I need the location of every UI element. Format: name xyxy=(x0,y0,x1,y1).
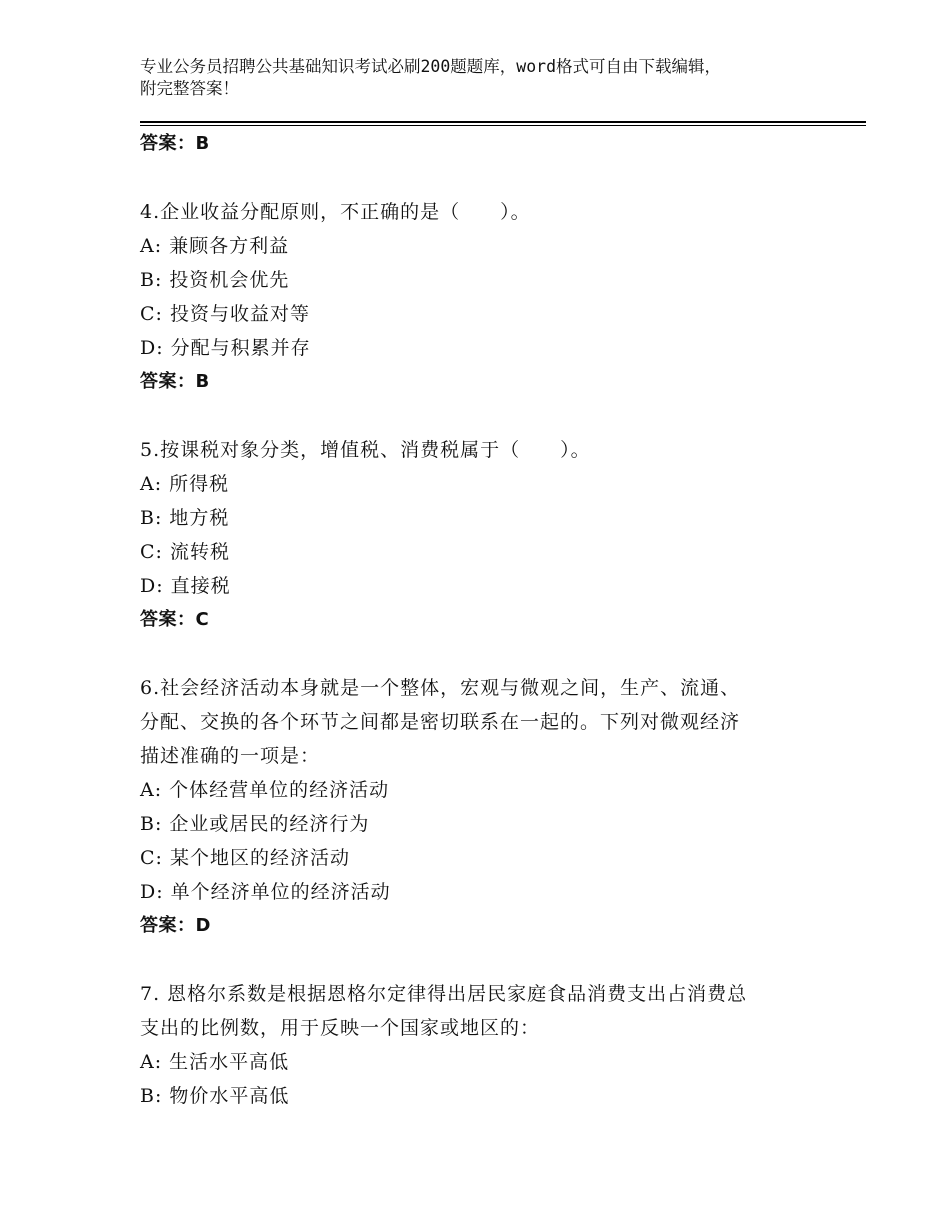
question-text: 支出的比例数，用于反映一个国家或地区的： xyxy=(140,1017,541,1039)
spacer xyxy=(140,399,830,433)
spacer xyxy=(140,637,830,671)
option-a: A: 所得税 xyxy=(140,473,230,495)
header-line-2: 附完整答案！ xyxy=(140,79,239,98)
header-line-1: 专业公务员招聘公共基础知识考试必刷200题题库，word格式可自由下载编辑， xyxy=(140,57,722,76)
document-header xyxy=(140,56,820,100)
question-text: 5.按课税对象分类，增值税、消费税属于（ ）。 xyxy=(140,439,591,461)
answer-label: 答案：C xyxy=(140,609,210,630)
question-text: 6.社会经济活动本身就是一个整体，宏观与微观之间，生产、流通、 xyxy=(140,677,741,699)
answer-label: 答案：B xyxy=(140,371,210,392)
header-rule-thin xyxy=(140,125,866,126)
spacer xyxy=(140,161,830,195)
question-block xyxy=(140,195,830,399)
option-a: A: 兼顾各方利益 xyxy=(140,235,290,257)
option-c: C: 某个地区的经济活动 xyxy=(140,847,350,869)
option-d: D: 单个经济单位的经济活动 xyxy=(140,881,391,903)
question-text: 4.企业收益分配原则，不正确的是（ ）。 xyxy=(140,201,531,223)
option-b: B: 地方税 xyxy=(140,507,230,529)
option-c: C: 投资与收益对等 xyxy=(140,303,310,325)
option-b: B: 物价水平高低 xyxy=(140,1085,290,1107)
option-b: B: 企业或居民的经济行为 xyxy=(140,813,370,835)
spacer xyxy=(140,943,830,977)
question-block xyxy=(140,433,830,637)
question-text: 描述准确的一项是： xyxy=(140,745,321,767)
option-a: A: 个体经营单位的经济活动 xyxy=(140,779,390,801)
question-block xyxy=(140,671,830,943)
option-d: D: 直接税 xyxy=(140,575,231,597)
option-d: D: 分配与积累并存 xyxy=(140,337,311,359)
option-c: C: 流转税 xyxy=(140,541,230,563)
answer-label: 答案：D xyxy=(140,915,211,936)
question-text: 分配、交换的各个环节之间都是密切联系在一起的。下列对微观经济 xyxy=(140,711,741,733)
option-b: B: 投资机会优先 xyxy=(140,269,290,291)
question-list xyxy=(140,127,830,1113)
option-a: A: 生活水平高低 xyxy=(140,1051,290,1073)
question-text: 7. 恩格尔系数是根据恩格尔定律得出居民家庭食品消费支出占消费总 xyxy=(140,983,748,1005)
question-block xyxy=(140,977,830,1113)
previous-answer: 答案：B xyxy=(140,133,210,154)
header-rule-thick xyxy=(140,121,866,123)
